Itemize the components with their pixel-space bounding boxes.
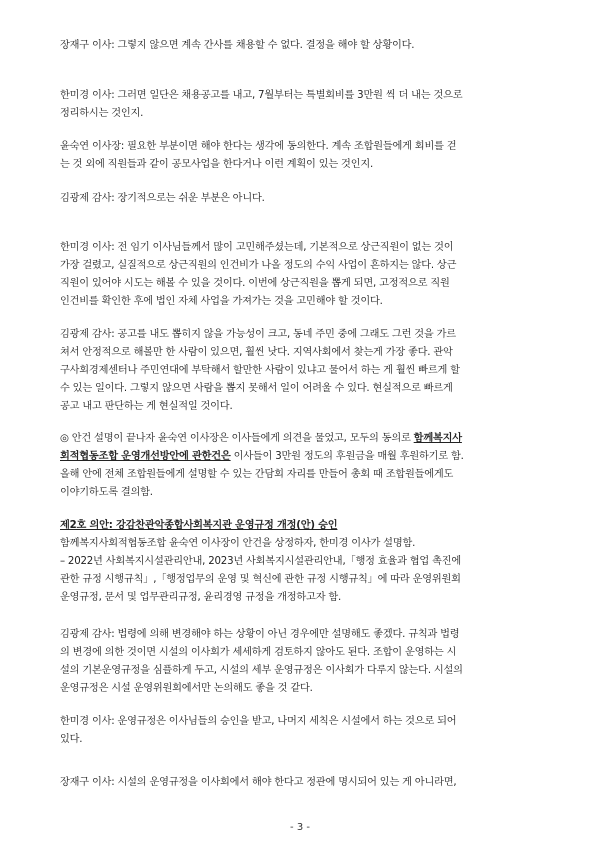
- text-line: 쳐서 안정적으로 해볼만 한 사람이 있으면, 훨씬 낫다. 지역사회에서 찾는게 가장 좋다. 관악: [60, 347, 453, 358]
- text-line: 가장 걸렸고, 실질적으로 상근직원의 인건비가 나올 정도의 수익 사업이 흔하지는 않다. 상근: [60, 260, 457, 271]
- text-line: [60, 448, 545, 466]
- text-line: 직원이 있어야 시도는 해볼 수 있을 것이다. 이번에 상근직원을 뽑게 되면, 고정적으로 직원: [60, 278, 450, 289]
- text-line: 공고 내고 판단하는 게 현실적일 것이다.: [60, 401, 233, 412]
- paragraph-yoon-1: [60, 138, 545, 174]
- text-line: [60, 430, 545, 448]
- text-line: 김광제 감사: 장기적으로는 쉬운 부분은 아니다.: [60, 193, 265, 204]
- paragraph-kim-2: [60, 326, 545, 416]
- text-line: 인건비를 확인한 후에 법인 자체 사업을 가져가는 것을 고민해야 할 것이다.: [60, 296, 383, 307]
- text-line: 운영규정, 문서 및 업무관리규정, 윤리경영 규정을 개정하고자 함.: [60, 592, 342, 603]
- paragraph-jang-2: [60, 774, 545, 792]
- paragraph-kim-1: [60, 190, 545, 208]
- text-line: 정리하시는 것인지.: [60, 108, 144, 119]
- text-line: 올해 안에 전체 조합원들에게 설명할 수 있는 간담회 자리를 만들어 총회 때 조합원들에게도: [60, 469, 454, 480]
- text-line: 김광제 감사: 법령에 의해 변경해야 하는 상황이 아닌 경우에만 설명해도 좋겠다. 규칙과 법령: [60, 629, 460, 640]
- text-line: 설의 기본운영규정을 심플하게 두고, 시설의 세부 운영규정은 이사회가 다루지 않는다. 시설의: [60, 665, 463, 676]
- text-line: 는 것 외에 직원들과 같이 공모사업을 한다거나 이런 계획이 있는 것인지.: [60, 159, 374, 170]
- text-line: 한미경 이사: 운영규정은 이사님들의 승인을 받고, 나머지 세칙은 시설에서 하는 것으로 되어: [60, 716, 457, 727]
- resolution-paragraph: [60, 430, 545, 502]
- paragraph-jang-1: [60, 37, 545, 55]
- resolution-text: ◎ 안건 설명이 끝나자 윤숙연 이사장은 이사들에게 의견을 물었고, 모두의 동의로: [60, 433, 414, 444]
- paragraph-han-3: [60, 713, 545, 749]
- text-line: 관한 규정 시행규칙」,「행정업무의 운영 및 혁신에 관한 규정 시행규칙」에 따라 운영위원회: [60, 574, 461, 585]
- text-line: 김광제 감사: 공고를 내도 뽑히지 않을 가능성이 크고, 동네 주민 중에 그래도 그런 것을 가르: [60, 329, 456, 340]
- text-line: 있다.: [60, 734, 83, 745]
- text-line: 장재구 이사: 그렇지 않으면 계속 간사를 채용할 수 없다. 결정을 해야 할 상황이다.: [60, 40, 415, 51]
- text-line: 의 변경에 의한 것이면 시설의 이사회가 세세하게 검토하지 않아도 된다. 조합이 운영하는 시: [60, 647, 457, 658]
- text-line: 장재구 이사: 시설의 운영규정을 이사회에서 해야 한다고 정관에 명시되어 있는 게 아니라면,: [60, 777, 457, 788]
- text-line: 이야기하도록 결의함.: [60, 487, 153, 498]
- paragraph-han-2: [60, 239, 545, 311]
- resolution-agenda-title: 회적협동조합 운영개선방안에 관한건은: [60, 451, 231, 462]
- text-line: 수 있는 일이다. 그렇지 않으면 사람을 뽑지 못해서 일이 어려울 수 있다. 현실적으로 빠르게: [60, 383, 453, 394]
- paragraph-kim-3: [60, 626, 545, 698]
- paragraph-han-1: [60, 87, 545, 123]
- text-line: 함께복지사회적협동조합 윤숙연 이사장이 안건을 상정하자, 한미경 이사가 설명함.: [60, 538, 416, 549]
- text-line: 한미경 이사: 전 임기 이사님들께서 많이 고민해주셨는데, 기본적으로 상근직원이 없는 것이: [60, 242, 454, 253]
- text-line: 구사회경제센터나 주민연대에 부탁해서 할만한 사람이 있냐고 물어서 하는 게 훨씬 빠르게 할: [60, 365, 460, 376]
- agenda-2-title: 제2호 의안: 강감찬관악종합사회복지관 운영규정 개정(안) 승인: [60, 520, 338, 531]
- resolution-agenda-title: 함께복지사: [413, 433, 462, 444]
- text-line: 운영규정은 시설 운영위원회에서만 논의해도 좋을 것 같다.: [60, 683, 313, 694]
- text-line: 윤숙연 이사장: 필요한 부분이면 해야 한다는 생각에 동의한다. 계속 조합원들에게 회비를 걷: [60, 141, 457, 152]
- text-line: – 2022년 사회복지시설관리안내, 2023년 사회복지시설관리안내,「행정 효율과 협업 촉진에: [60, 556, 461, 567]
- text-line: 한미경 이사: 그러면 일단은 채용공고를 내고, 7월부터는 특별회비를 3만원 씩 더 내는 것으로: [60, 90, 463, 101]
- resolution-text: 이사들이 3만원 정도의 후원금을 매월 후원하기로 함.: [230, 451, 464, 462]
- agenda-2-section: [60, 517, 545, 607]
- page-number: - 3 -: [290, 822, 310, 833]
